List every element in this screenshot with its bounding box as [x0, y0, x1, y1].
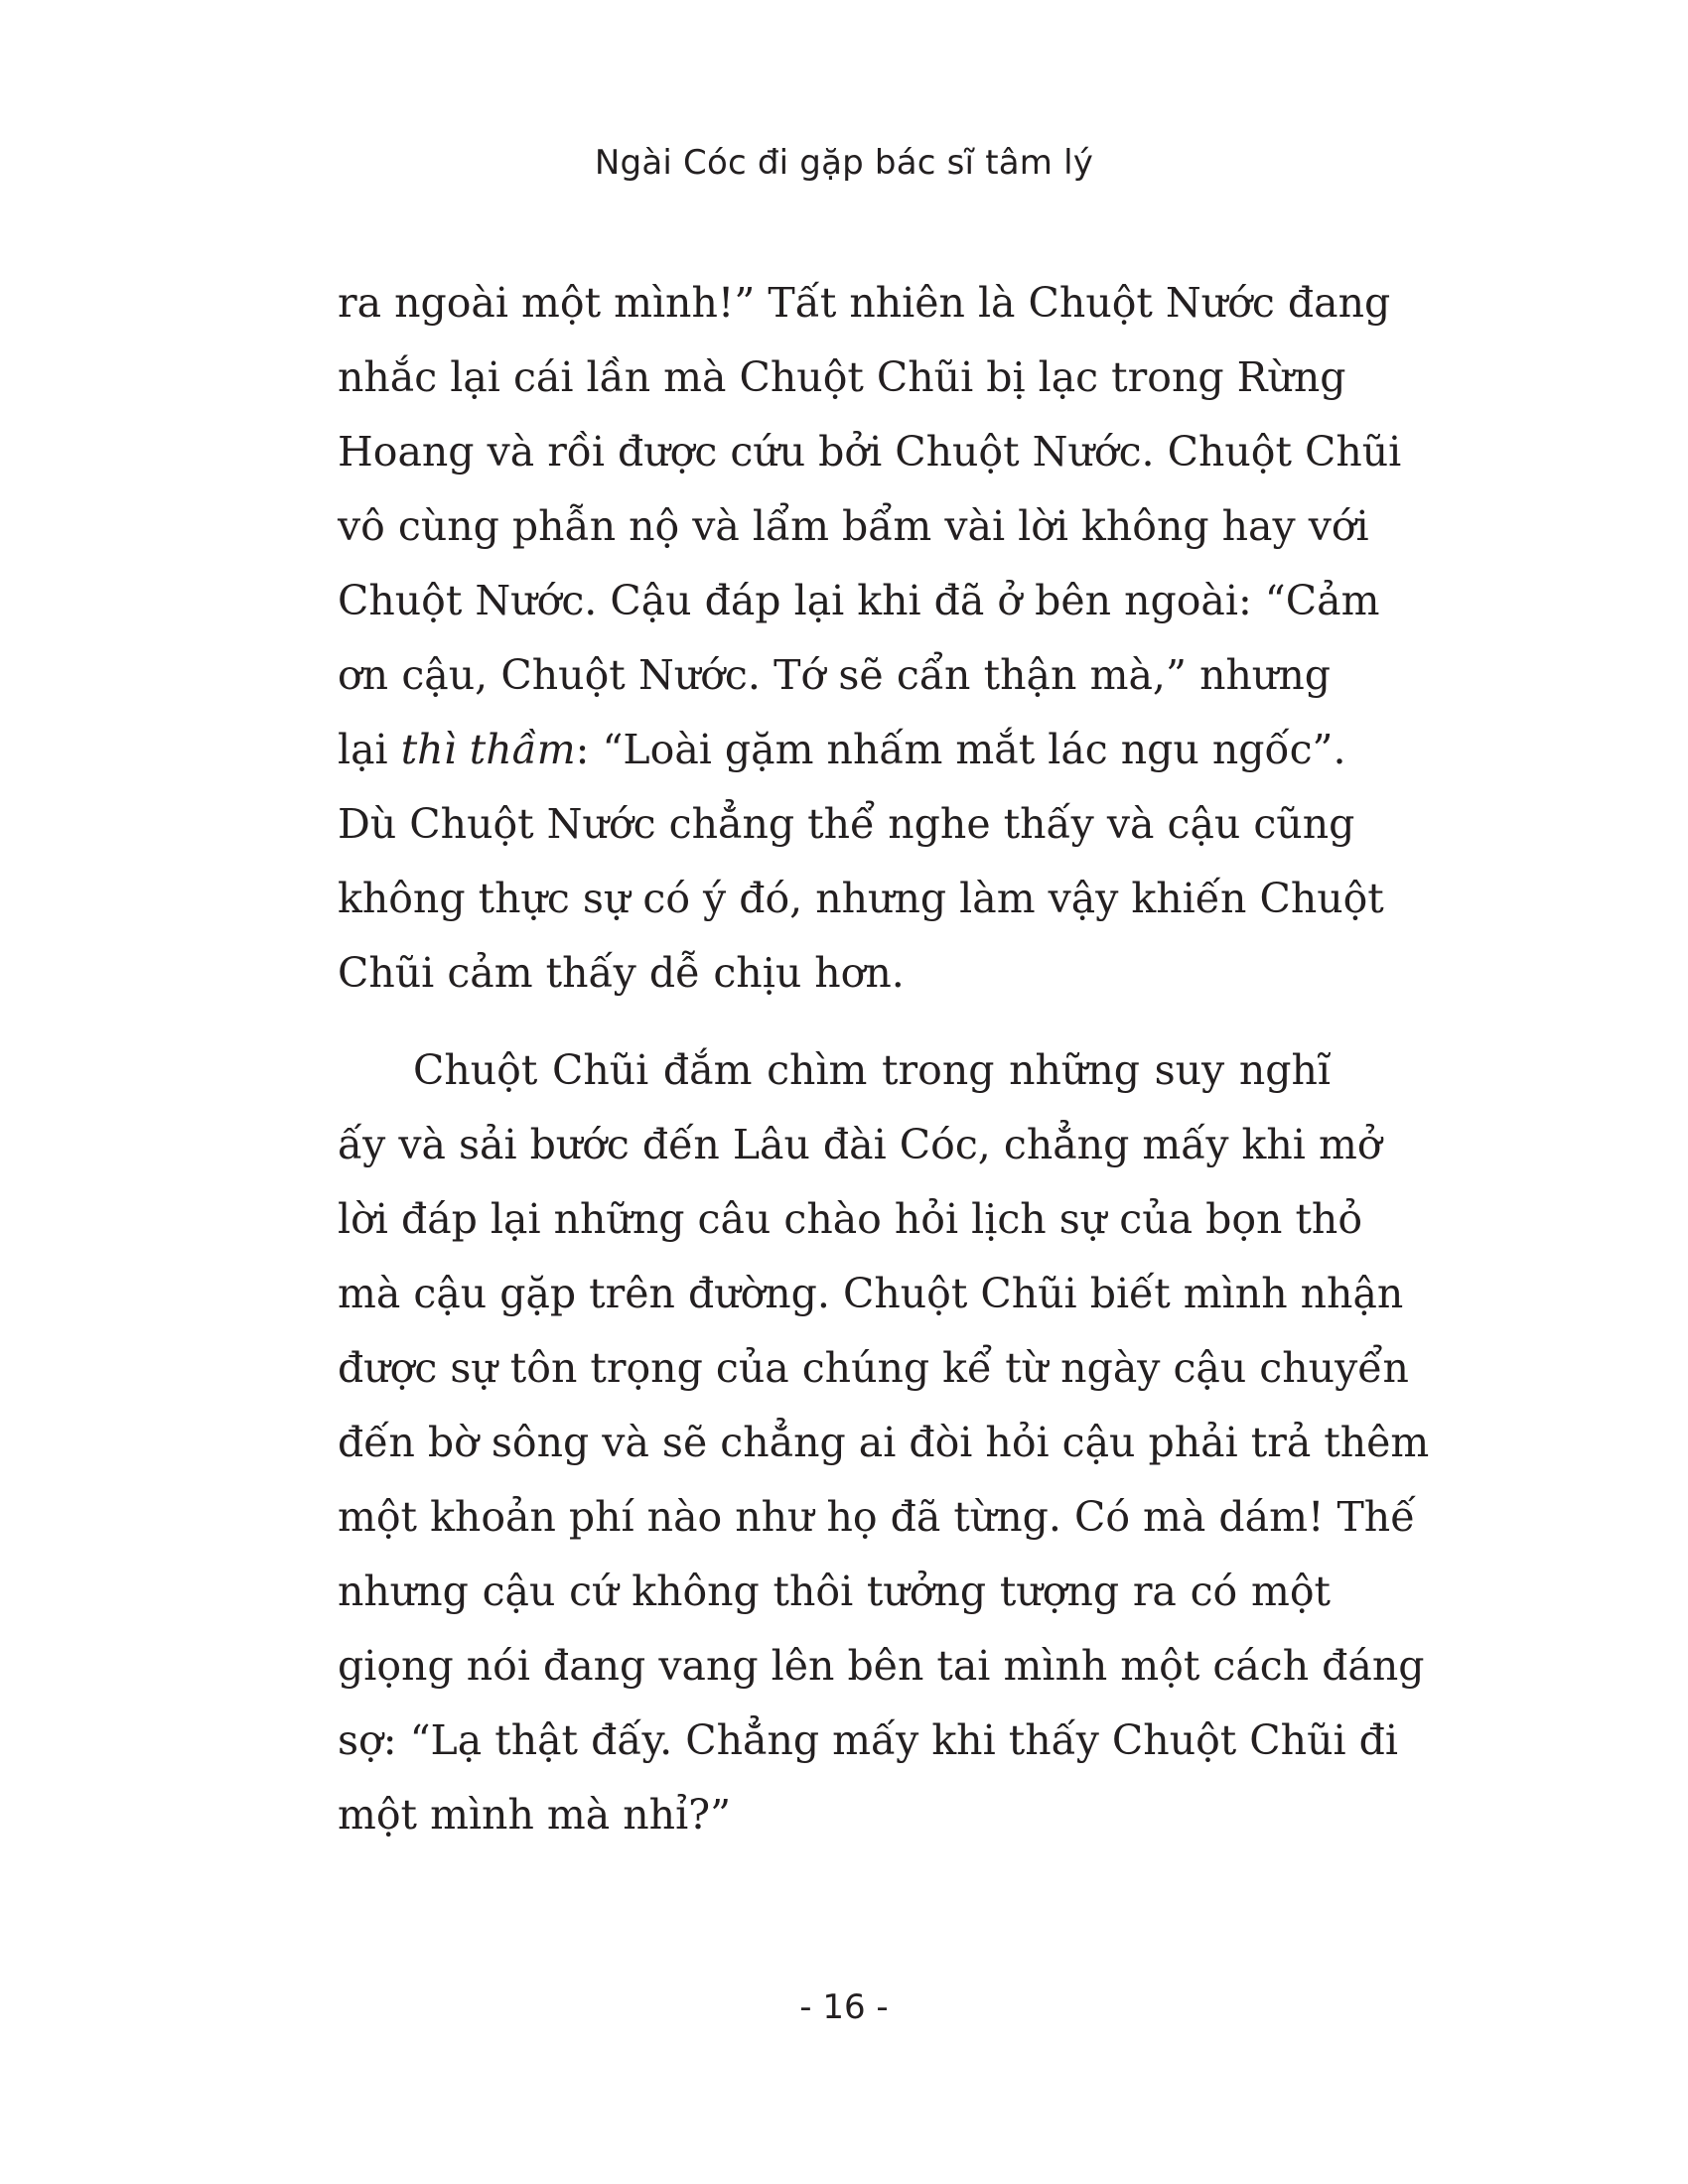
- paragraph-2: [338, 1033, 1430, 1852]
- text-line: ơn cậu, Chuột Nước. Tớ sẽ cẩn thận mà,” nhưng: [338, 651, 1331, 699]
- text-line: mà cậu gặp trên đường. Chuột Chũi biết mình nhận: [338, 1270, 1404, 1317]
- text-line: không thực sự có ý đó, nhưng làm vậy khiến Chuột: [338, 875, 1384, 922]
- text-line: ra ngoài một mình!” Tất nhiên là Chuột Nước đang: [338, 279, 1391, 327]
- text-line: Chũi cảm thấy dễ chịu hơn.: [338, 949, 905, 997]
- page-number: - 16 -: [799, 1987, 889, 2027]
- running-header-title: Ngài Cóc đi gặp bác sĩ tâm lý: [594, 143, 1094, 183]
- text-line: ấy và sải bước đến Lâu đài Cóc, chẳng mấy khi mở: [338, 1121, 1382, 1168]
- text-line: Dù Chuột Nước chẳng thể nghe thấy và cậu cũng: [338, 800, 1355, 848]
- text-run: : “Loài gặm nhấm mắt lác ngu ngốc”.: [575, 726, 1346, 773]
- text-line: nhưng cậu cứ không thôi tưởng tượng ra có một: [338, 1568, 1331, 1615]
- text-line: Hoang và rồi được cứu bởi Chuột Nước. Chuột Chũi: [338, 428, 1402, 476]
- text-line: đến bờ sông và sẽ chẳng ai đòi hỏi cậu phải trả thêm: [338, 1419, 1430, 1466]
- text-line: sợ: “Lạ thật đấy. Chẳng mấy khi thấy Chuột Chũi đi: [338, 1716, 1398, 1764]
- paragraph-1: [338, 266, 1402, 1011]
- text-line: được sự tôn trọng của chúng kể từ ngày cậu chuyển: [338, 1344, 1409, 1392]
- text-line: Chuột Chũi đắm chìm trong những suy nghĩ: [413, 1046, 1331, 1094]
- text-line: [338, 713, 1346, 787]
- text-line: vô cùng phẫn nộ và lẩm bẩm vài lời không hay với: [338, 502, 1369, 550]
- text-line: nhắc lại cái lần mà Chuột Chũi bị lạc trong Rừng: [338, 353, 1346, 401]
- text-run: lại: [338, 726, 401, 773]
- text-line: lời đáp lại những câu chào hỏi lịch sự của bọn thỏ: [338, 1195, 1363, 1243]
- text-line: một khoản phí nào như họ đã từng. Có mà dám! Thế: [338, 1493, 1416, 1541]
- italic-text: thì thầm: [400, 726, 576, 773]
- text-line: giọng nói đang vang lên bên tai mình một cách đáng: [338, 1642, 1425, 1690]
- text-line: một mình mà nhỉ?”: [338, 1791, 732, 1839]
- text-line: Chuột Nước. Cậu đáp lại khi đã ở bên ngoài: “Cảm: [338, 577, 1380, 624]
